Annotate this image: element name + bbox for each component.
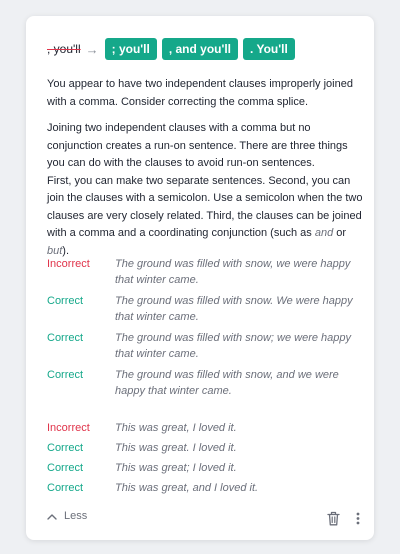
trash-icon[interactable] bbox=[327, 511, 340, 526]
example-label-correct: Correct bbox=[47, 295, 84, 307]
explanation-detail bbox=[47, 120, 367, 260]
example-text: The ground was filled with snow, and we were happy that winter came. bbox=[115, 369, 339, 397]
card-footer bbox=[47, 510, 360, 528]
conjunction-but: but bbox=[47, 244, 63, 257]
example-row bbox=[47, 440, 369, 456]
example-label-incorrect: Incorrect bbox=[47, 422, 90, 434]
suggestion-option-conjunction[interactable]: , and you'll bbox=[162, 38, 238, 60]
less-label: Less bbox=[64, 510, 88, 522]
example-text: This was great. I loved it. bbox=[115, 442, 237, 454]
examples bbox=[47, 256, 369, 496]
examples-group-1 bbox=[47, 256, 369, 399]
original-text: , you'll bbox=[47, 42, 81, 56]
explanation-summary: You appear to have two independent clauses improperly joined with a comma. Consider correcting the comma splice. bbox=[47, 78, 353, 108]
chevron-up-icon bbox=[47, 513, 57, 520]
or-word: or bbox=[333, 227, 347, 239]
example-label-correct: Correct bbox=[47, 369, 84, 381]
example-text: This was great; I loved it. bbox=[115, 462, 237, 474]
suggestion-row bbox=[47, 38, 300, 60]
example-row bbox=[47, 480, 369, 496]
example-row bbox=[47, 420, 369, 436]
explanation-detail-part1: Joining two independent clauses with a comma but no conjunction creates a run-on sentence. There are three things you can do with the clauses to avoid run-on sentences. bbox=[47, 122, 348, 169]
example-row bbox=[47, 293, 369, 325]
examples-group-2 bbox=[47, 420, 369, 496]
arrow-icon: → bbox=[85, 41, 99, 57]
example-text: This was great, and I loved it. bbox=[115, 482, 259, 494]
example-text: The ground was filled with snow. We were happy that winter came. bbox=[115, 295, 353, 323]
example-row bbox=[47, 256, 369, 288]
example-label-correct: Correct bbox=[47, 482, 84, 494]
example-label-incorrect: Incorrect bbox=[47, 258, 90, 270]
suggestion-card bbox=[26, 16, 374, 540]
suggestion-option-period[interactable]: . You'll bbox=[243, 38, 295, 60]
example-text: The ground was filled with snow; we were happy that winter came. bbox=[115, 332, 352, 360]
example-text: The ground was filled with snow, we were happy that winter came. bbox=[115, 258, 351, 286]
example-label-correct: Correct bbox=[47, 462, 84, 474]
conjunction-and: and bbox=[314, 227, 334, 239]
less-button[interactable] bbox=[47, 510, 87, 522]
example-row bbox=[47, 460, 369, 476]
suggestion-option-semicolon[interactable]: ; you'll bbox=[105, 38, 157, 60]
example-label-correct: Correct bbox=[47, 332, 84, 344]
example-text: This was great, I loved it. bbox=[115, 422, 237, 434]
example-row bbox=[47, 367, 369, 399]
example-label-correct: Correct bbox=[47, 442, 84, 454]
explanation-detail-part2: First, you can make two separate sentences. Second, you can join the clauses with a semicolon. Use a semicolon when the two clauses are very closely related. Third, the clauses can be joined with a comma and a coordinating conjunction (such as bbox=[47, 174, 363, 239]
explanation-detail-end: ). bbox=[62, 244, 70, 257]
example-row bbox=[47, 330, 369, 362]
more-vertical-icon[interactable] bbox=[356, 512, 360, 525]
